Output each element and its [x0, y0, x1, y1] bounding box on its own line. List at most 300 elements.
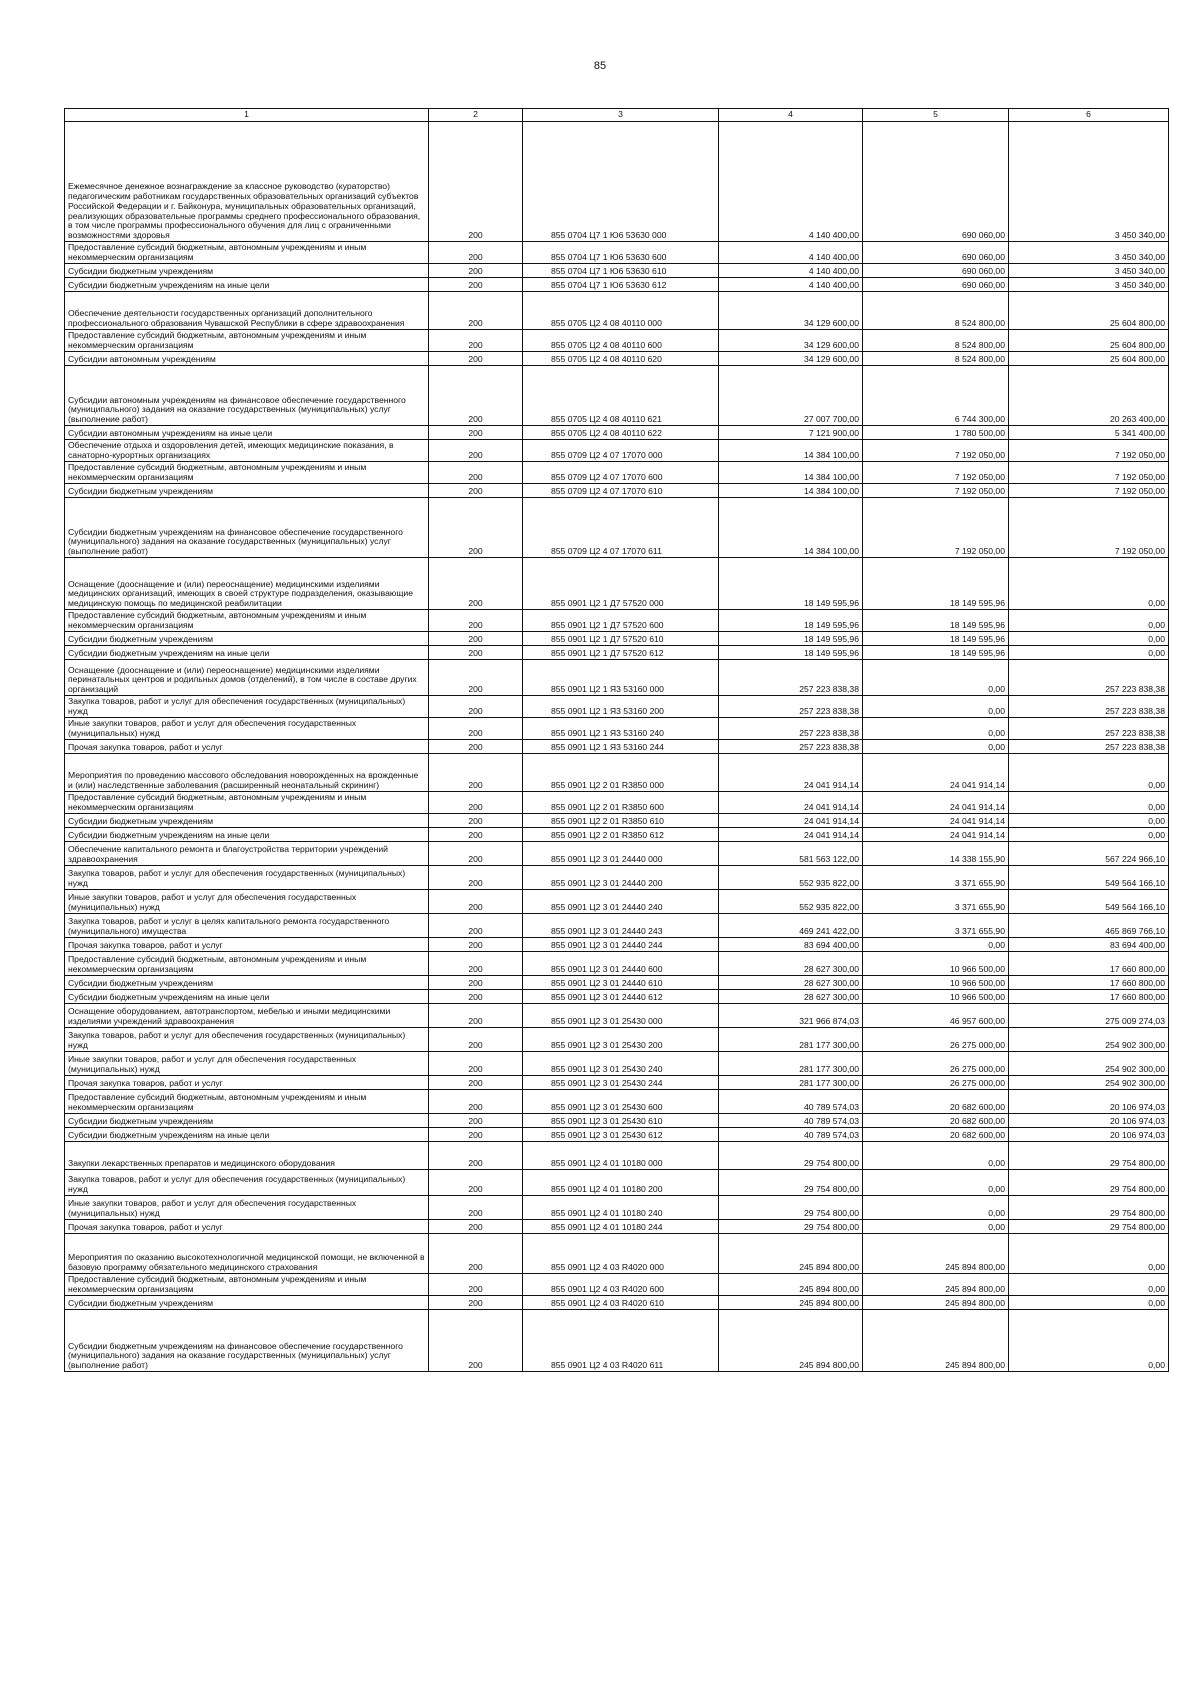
row-name-cell: Субсидии бюджетным учреждениям на финансовое обеспечение государственного (муниципального) задания на оказание государственных (муниципальных) услуг (выполнение работ)	[65, 498, 429, 558]
row-col2-cell: 200	[429, 1028, 523, 1052]
row-code-cell: 855 0901 Ц2 2 01 R3850 600	[523, 792, 719, 814]
table-row	[65, 890, 1169, 914]
table-header	[65, 109, 1169, 122]
row-col4-cell: 40 789 574,03	[719, 1090, 863, 1114]
row-col2-cell: 200	[429, 1090, 523, 1114]
row-col2-cell: 200	[429, 330, 523, 352]
row-col4-cell: 28 627 300,00	[719, 990, 863, 1004]
row-col6-cell: 25 604 800,00	[1009, 352, 1169, 366]
row-col6-cell: 3 450 340,00	[1009, 264, 1169, 278]
row-code-cell: 855 0901 Ц2 1 Д7 57520 612	[523, 646, 719, 660]
table-row	[65, 1234, 1169, 1274]
table-row	[65, 440, 1169, 462]
row-col2-cell: 200	[429, 660, 523, 696]
row-col6-cell: 549 564 166,10	[1009, 890, 1169, 914]
table-row	[65, 792, 1169, 814]
row-col6-cell: 0,00	[1009, 754, 1169, 792]
row-col4-cell: 29 754 800,00	[719, 1170, 863, 1196]
table-row	[65, 828, 1169, 842]
row-col2-cell: 200	[429, 990, 523, 1004]
table-row	[65, 1142, 1169, 1170]
row-name-cell: Субсидии бюджетным учреждениям на иные цели	[65, 1128, 429, 1142]
column-header: 3	[523, 109, 719, 122]
row-code-cell: 855 0704 Ц7 1 Ю6 53630 600	[523, 242, 719, 264]
row-col6-cell: 25 604 800,00	[1009, 330, 1169, 352]
row-name-cell: Субсидии автономным учреждениям на финансовое обеспечение государственного (муниципального) задания на оказание государственных (муниципальных) услуг (выполнение работ)	[65, 366, 429, 426]
row-col4-cell: 29 754 800,00	[719, 1142, 863, 1170]
row-col6-cell: 7 192 050,00	[1009, 462, 1169, 484]
row-col2-cell: 200	[429, 890, 523, 914]
column-header: 2	[429, 109, 523, 122]
row-code-cell: 855 0901 Ц2 3 01 24440 000	[523, 842, 719, 866]
table-row	[65, 1220, 1169, 1234]
row-code-cell: 855 0704 Ц7 1 Ю6 53630 000	[523, 122, 719, 242]
row-col2-cell: 200	[429, 976, 523, 990]
row-col5-cell: 7 192 050,00	[863, 498, 1009, 558]
row-col4-cell: 257 223 838,38	[719, 660, 863, 696]
table-row	[65, 498, 1169, 558]
row-col6-cell: 29 754 800,00	[1009, 1142, 1169, 1170]
row-col4-cell: 18 149 595,96	[719, 558, 863, 610]
row-name-cell: Оснащение (дооснащение и (или) переоснащение) медицинскими изделиями медицинских организаций, имеющих в своей структуре подразделения, оказывающие медицинскую помощь по медицинской реабилитации	[65, 558, 429, 610]
row-name-cell: Обеспечение деятельности государственных организаций дополнительного профессионального образования Чувашской Республики в сфере здравоохранения	[65, 292, 429, 330]
row-col5-cell: 8 524 800,00	[863, 330, 1009, 352]
row-code-cell: 855 0901 Ц2 3 01 25430 600	[523, 1090, 719, 1114]
row-name-cell: Закупка товаров, работ и услуг для обеспечения государственных (муниципальных) нужд	[65, 1170, 429, 1196]
row-code-cell: 855 0901 Ц2 1 Я3 53160 240	[523, 718, 719, 740]
row-code-cell: 855 0901 Ц2 3 01 25430 610	[523, 1114, 719, 1128]
table-body	[65, 122, 1169, 1372]
row-col5-cell: 26 275 000,00	[863, 1076, 1009, 1090]
row-col4-cell: 245 894 800,00	[719, 1310, 863, 1372]
row-name-cell: Субсидии бюджетным учреждениям на иные цели	[65, 990, 429, 1004]
table-row	[65, 1090, 1169, 1114]
row-name-cell: Субсидии бюджетным учреждениям на финансовое обеспечение государственного (муниципального) задания на оказание государственных (муниципальных) услуг (выполнение работ)	[65, 1310, 429, 1372]
row-col2-cell: 200	[429, 842, 523, 866]
row-name-cell: Оснащение (дооснащение и (или) переоснащение) медицинскими изделиями перинатальных центров и родильных домов (отделений), в том числе в составе других организаций	[65, 660, 429, 696]
row-col2-cell: 200	[429, 1274, 523, 1296]
row-code-cell: 855 0901 Ц2 2 01 R3850 612	[523, 828, 719, 842]
row-col4-cell: 83 694 400,00	[719, 938, 863, 952]
table-row	[65, 1114, 1169, 1128]
row-col5-cell: 245 894 800,00	[863, 1274, 1009, 1296]
row-col6-cell: 549 564 166,10	[1009, 866, 1169, 890]
row-col5-cell: 690 060,00	[863, 122, 1009, 242]
row-name-cell: Иные закупки товаров, работ и услуг для обеспечения государственных (муниципальных) нужд	[65, 1052, 429, 1076]
row-col6-cell: 3 450 340,00	[1009, 278, 1169, 292]
table-row	[65, 646, 1169, 660]
row-col5-cell: 24 041 914,14	[863, 792, 1009, 814]
row-name-cell: Субсидии бюджетным учреждениям	[65, 976, 429, 990]
row-name-cell: Обеспечение капитального ремонта и благоустройства территории учреждений здравоохранения	[65, 842, 429, 866]
row-code-cell: 855 0901 Ц2 3 01 24440 200	[523, 866, 719, 890]
row-col4-cell: 24 041 914,14	[719, 792, 863, 814]
row-col2-cell: 200	[429, 278, 523, 292]
row-col2-cell: 200	[429, 122, 523, 242]
row-col2-cell: 200	[429, 1114, 523, 1128]
row-col4-cell: 7 121 900,00	[719, 426, 863, 440]
row-col5-cell: 245 894 800,00	[863, 1296, 1009, 1310]
table-row	[65, 938, 1169, 952]
row-col2-cell: 200	[429, 1052, 523, 1076]
table-row	[65, 278, 1169, 292]
row-name-cell: Предоставление субсидий бюджетным, автономным учреждениям и иным некоммерческим организациям	[65, 462, 429, 484]
row-code-cell: 855 0901 Ц2 3 01 24440 243	[523, 914, 719, 938]
row-code-cell: 855 0901 Ц2 4 01 10180 240	[523, 1196, 719, 1220]
row-col5-cell: 18 149 595,96	[863, 646, 1009, 660]
table-row	[65, 1196, 1169, 1220]
row-col2-cell: 200	[429, 952, 523, 976]
row-col5-cell: 7 192 050,00	[863, 484, 1009, 498]
row-col5-cell: 20 682 600,00	[863, 1128, 1009, 1142]
table-row	[65, 610, 1169, 632]
row-name-cell: Субсидии бюджетным учреждениям на иные цели	[65, 646, 429, 660]
row-name-cell: Мероприятия по проведению массового обследования новорожденных на врожденные и (или) наследственные заболевания (расширенный неонатальный скрининг)	[65, 754, 429, 792]
row-col4-cell: 14 384 100,00	[719, 462, 863, 484]
row-col4-cell: 257 223 838,38	[719, 718, 863, 740]
table-row	[65, 1274, 1169, 1296]
row-col2-cell: 200	[429, 914, 523, 938]
row-col2-cell: 200	[429, 792, 523, 814]
row-col5-cell: 0,00	[863, 1196, 1009, 1220]
row-name-cell: Субсидии бюджетным учреждениям	[65, 1114, 429, 1128]
row-col4-cell: 18 149 595,96	[719, 646, 863, 660]
row-col5-cell: 18 149 595,96	[863, 632, 1009, 646]
row-col4-cell: 28 627 300,00	[719, 976, 863, 990]
row-name-cell: Субсидии бюджетным учреждениям	[65, 484, 429, 498]
table-row	[65, 754, 1169, 792]
row-col2-cell: 200	[429, 740, 523, 754]
table-row	[65, 330, 1169, 352]
row-name-cell: Предоставление субсидий бюджетным, автономным учреждениям и иным некоммерческим организациям	[65, 1274, 429, 1296]
row-col6-cell: 3 450 340,00	[1009, 242, 1169, 264]
row-col6-cell: 83 694 400,00	[1009, 938, 1169, 952]
row-code-cell: 855 0901 Ц2 4 03 R4020 610	[523, 1296, 719, 1310]
row-col6-cell: 3 450 340,00	[1009, 122, 1169, 242]
row-col6-cell: 17 660 800,00	[1009, 976, 1169, 990]
row-col2-cell: 200	[429, 462, 523, 484]
row-code-cell: 855 0901 Ц2 3 01 25430 200	[523, 1028, 719, 1052]
row-col2-cell: 200	[429, 1170, 523, 1196]
row-code-cell: 855 0901 Ц2 4 01 10180 200	[523, 1170, 719, 1196]
row-name-cell: Обеспечение отдыха и оздоровления детей, имеющих медицинские показания, в санаторно-курортных организациях	[65, 440, 429, 462]
row-code-cell: 855 0901 Ц2 1 Я3 53160 000	[523, 660, 719, 696]
row-col6-cell: 7 192 050,00	[1009, 484, 1169, 498]
row-col5-cell: 8 524 800,00	[863, 352, 1009, 366]
row-col4-cell: 40 789 574,03	[719, 1128, 863, 1142]
row-col4-cell: 321 966 874,03	[719, 1004, 863, 1028]
row-name-cell: Субсидии бюджетным учреждениям	[65, 264, 429, 278]
row-col5-cell: 3 371 655,90	[863, 914, 1009, 938]
table-row	[65, 990, 1169, 1004]
row-name-cell: Субсидии бюджетным учреждениям	[65, 632, 429, 646]
row-col5-cell: 18 149 595,96	[863, 558, 1009, 610]
row-col4-cell: 552 935 822,00	[719, 866, 863, 890]
row-col2-cell: 200	[429, 828, 523, 842]
row-col5-cell: 245 894 800,00	[863, 1310, 1009, 1372]
row-code-cell: 855 0901 Ц2 3 01 25430 244	[523, 1076, 719, 1090]
row-col5-cell: 3 371 655,90	[863, 890, 1009, 914]
table-row	[65, 558, 1169, 610]
row-col4-cell: 14 384 100,00	[719, 440, 863, 462]
row-col2-cell: 200	[429, 646, 523, 660]
row-name-cell: Субсидии автономным учреждениям	[65, 352, 429, 366]
row-code-cell: 855 0901 Ц2 4 03 R4020 000	[523, 1234, 719, 1274]
row-col6-cell: 257 223 838,38	[1009, 696, 1169, 718]
row-col2-cell: 200	[429, 366, 523, 426]
row-col5-cell: 7 192 050,00	[863, 440, 1009, 462]
row-code-cell: 855 0901 Ц2 2 01 R3850 610	[523, 814, 719, 828]
table-row	[65, 1128, 1169, 1142]
table-row	[65, 660, 1169, 696]
row-code-cell: 855 0901 Ц2 3 01 24440 610	[523, 976, 719, 990]
row-name-cell: Предоставление субсидий бюджетным, автономным учреждениям и иным некоммерческим организациям	[65, 610, 429, 632]
row-col6-cell: 29 754 800,00	[1009, 1170, 1169, 1196]
row-col6-cell: 0,00	[1009, 1296, 1169, 1310]
row-col2-cell: 200	[429, 1128, 523, 1142]
row-col5-cell: 10 966 500,00	[863, 952, 1009, 976]
page-number: 85	[593, 60, 607, 72]
row-col4-cell: 281 177 300,00	[719, 1076, 863, 1090]
row-col5-cell: 8 524 800,00	[863, 292, 1009, 330]
row-code-cell: 855 0901 Ц2 4 01 10180 244	[523, 1220, 719, 1234]
row-code-cell: 855 0901 Ц2 1 Д7 57520 610	[523, 632, 719, 646]
row-name-cell: Иные закупки товаров, работ и услуг для обеспечения государственных (муниципальных) нужд	[65, 1196, 429, 1220]
row-col6-cell: 254 902 300,00	[1009, 1052, 1169, 1076]
row-col2-cell: 200	[429, 558, 523, 610]
column-header: 4	[719, 109, 863, 122]
row-col2-cell: 200	[429, 426, 523, 440]
row-col5-cell: 14 338 155,90	[863, 842, 1009, 866]
table-row	[65, 1170, 1169, 1196]
row-col2-cell: 200	[429, 440, 523, 462]
row-col6-cell: 0,00	[1009, 646, 1169, 660]
table-row	[65, 842, 1169, 866]
row-name-cell: Закупки лекарственных препаратов и медицинского оборудования	[65, 1142, 429, 1170]
row-col4-cell: 245 894 800,00	[719, 1234, 863, 1274]
row-col6-cell: 17 660 800,00	[1009, 990, 1169, 1004]
table-row	[65, 632, 1169, 646]
row-name-cell: Иные закупки товаров, работ и услуг для обеспечения государственных (муниципальных) нужд	[65, 718, 429, 740]
row-col6-cell: 0,00	[1009, 792, 1169, 814]
table-row	[65, 866, 1169, 890]
row-col4-cell: 257 223 838,38	[719, 696, 863, 718]
row-col4-cell: 245 894 800,00	[719, 1274, 863, 1296]
column-header: 6	[1009, 109, 1169, 122]
row-name-cell: Субсидии автономным учреждениям на иные цели	[65, 426, 429, 440]
row-col6-cell: 254 902 300,00	[1009, 1076, 1169, 1090]
row-col5-cell: 18 149 595,96	[863, 610, 1009, 632]
row-name-cell: Предоставление субсидий бюджетным, автономным учреждениям и иным некоммерческим организациям	[65, 792, 429, 814]
row-name-cell: Предоставление субсидий бюджетным, автономным учреждениям и иным некоммерческим организациям	[65, 952, 429, 976]
row-col6-cell: 0,00	[1009, 1274, 1169, 1296]
table-row	[65, 740, 1169, 754]
row-col4-cell: 34 129 600,00	[719, 352, 863, 366]
table-row	[65, 976, 1169, 990]
row-col6-cell: 0,00	[1009, 558, 1169, 610]
row-code-cell: 855 0901 Ц2 1 Д7 57520 600	[523, 610, 719, 632]
row-col6-cell: 20 106 974,03	[1009, 1090, 1169, 1114]
row-col2-cell: 200	[429, 292, 523, 330]
row-code-cell: 855 0901 Ц2 3 01 24440 600	[523, 952, 719, 976]
row-col4-cell: 27 007 700,00	[719, 366, 863, 426]
row-col5-cell: 0,00	[863, 1170, 1009, 1196]
row-col5-cell: 690 060,00	[863, 278, 1009, 292]
row-col2-cell: 200	[429, 696, 523, 718]
row-col5-cell: 3 371 655,90	[863, 866, 1009, 890]
row-col6-cell: 0,00	[1009, 1234, 1169, 1274]
row-col5-cell: 20 682 600,00	[863, 1090, 1009, 1114]
row-col2-cell: 200	[429, 1220, 523, 1234]
row-col6-cell: 25 604 800,00	[1009, 292, 1169, 330]
row-col5-cell: 10 966 500,00	[863, 976, 1009, 990]
row-col5-cell: 20 682 600,00	[863, 1114, 1009, 1128]
row-name-cell: Ежемесячное денежное вознаграждение за классное руководство (кураторство) педагогическим работникам государственных образовательных организаций субъектов Российской Федерации и г. Байконура, муниципальных образовательных организаций, реализующих образовательные программы среднего профессионального образования, в том числе программы профессионального обучения для лиц с ограниченными возможностями здоровья	[65, 122, 429, 242]
column-header: 1	[65, 109, 429, 122]
row-code-cell: 855 0901 Ц2 2 01 R3850 000	[523, 754, 719, 792]
row-col2-cell: 200	[429, 1296, 523, 1310]
row-name-cell: Субсидии бюджетным учреждениям на иные цели	[65, 828, 429, 842]
table-row	[65, 914, 1169, 938]
row-col4-cell: 581 563 122,00	[719, 842, 863, 866]
row-code-cell: 855 0901 Ц2 4 01 10180 000	[523, 1142, 719, 1170]
row-col6-cell: 275 009 274,03	[1009, 1004, 1169, 1028]
row-col4-cell: 552 935 822,00	[719, 890, 863, 914]
table-row	[65, 264, 1169, 278]
row-col6-cell: 7 192 050,00	[1009, 440, 1169, 462]
row-col6-cell: 0,00	[1009, 828, 1169, 842]
row-col4-cell: 34 129 600,00	[719, 292, 863, 330]
row-col2-cell: 200	[429, 1076, 523, 1090]
row-col5-cell: 6 744 300,00	[863, 366, 1009, 426]
row-code-cell: 855 0709 Ц2 4 07 17070 611	[523, 498, 719, 558]
row-col6-cell: 254 902 300,00	[1009, 1028, 1169, 1052]
row-col2-cell: 200	[429, 1004, 523, 1028]
row-code-cell: 855 0709 Ц2 4 07 17070 600	[523, 462, 719, 484]
row-code-cell: 855 0705 Ц2 4 08 40110 621	[523, 366, 719, 426]
row-col2-cell: 200	[429, 242, 523, 264]
row-name-cell: Закупка товаров, работ и услуг для обеспечения государственных (муниципальных) нужд	[65, 1028, 429, 1052]
table-row	[65, 1004, 1169, 1028]
row-col4-cell: 18 149 595,96	[719, 610, 863, 632]
row-col2-cell: 200	[429, 498, 523, 558]
row-col6-cell: 257 223 838,38	[1009, 740, 1169, 754]
row-col4-cell: 28 627 300,00	[719, 952, 863, 976]
row-col2-cell: 200	[429, 1196, 523, 1220]
row-name-cell: Предоставление субсидий бюджетным, автономным учреждениям и иным некоммерческим организациям	[65, 330, 429, 352]
row-col2-cell: 200	[429, 1234, 523, 1274]
row-code-cell: 855 0901 Ц2 3 01 25430 612	[523, 1128, 719, 1142]
table-row	[65, 1028, 1169, 1052]
row-col2-cell: 200	[429, 264, 523, 278]
row-name-cell: Предоставление субсидий бюджетным, автономным учреждениям и иным некоммерческим организациям	[65, 1090, 429, 1114]
row-col2-cell: 200	[429, 484, 523, 498]
row-col6-cell: 7 192 050,00	[1009, 498, 1169, 558]
row-code-cell: 855 0901 Ц2 3 01 24440 240	[523, 890, 719, 914]
table-row	[65, 292, 1169, 330]
table-row	[65, 952, 1169, 976]
row-col4-cell: 24 041 914,14	[719, 814, 863, 828]
row-code-cell: 855 0709 Ц2 4 07 17070 610	[523, 484, 719, 498]
table-row	[65, 718, 1169, 740]
row-col2-cell: 200	[429, 718, 523, 740]
table-row	[65, 1052, 1169, 1076]
table-row	[65, 462, 1169, 484]
row-col6-cell: 29 754 800,00	[1009, 1220, 1169, 1234]
row-col5-cell: 0,00	[863, 938, 1009, 952]
table-row	[65, 1076, 1169, 1090]
row-col5-cell: 7 192 050,00	[863, 462, 1009, 484]
row-col4-cell: 257 223 838,38	[719, 740, 863, 754]
row-col4-cell: 4 140 400,00	[719, 242, 863, 264]
row-col5-cell: 0,00	[863, 740, 1009, 754]
row-col4-cell: 14 384 100,00	[719, 498, 863, 558]
row-col2-cell: 200	[429, 1142, 523, 1170]
row-col6-cell: 0,00	[1009, 610, 1169, 632]
row-col4-cell: 4 140 400,00	[719, 264, 863, 278]
row-col6-cell: 17 660 800,00	[1009, 952, 1169, 976]
row-col6-cell: 5 341 400,00	[1009, 426, 1169, 440]
row-col6-cell: 0,00	[1009, 814, 1169, 828]
row-col4-cell: 18 149 595,96	[719, 632, 863, 646]
row-col2-cell: 200	[429, 866, 523, 890]
table-row	[65, 1310, 1169, 1372]
row-name-cell: Иные закупки товаров, работ и услуг для обеспечения государственных (муниципальных) нужд	[65, 890, 429, 914]
row-col4-cell: 29 754 800,00	[719, 1220, 863, 1234]
row-col5-cell: 0,00	[863, 1220, 1009, 1234]
row-col4-cell: 281 177 300,00	[719, 1028, 863, 1052]
row-col5-cell: 1 780 500,00	[863, 426, 1009, 440]
row-col4-cell: 40 789 574,03	[719, 1114, 863, 1128]
row-name-cell: Прочая закупка товаров, работ и услуг	[65, 740, 429, 754]
row-col5-cell: 10 966 500,00	[863, 990, 1009, 1004]
row-code-cell: 855 0901 Ц2 4 03 R4020 611	[523, 1310, 719, 1372]
row-col2-cell: 200	[429, 632, 523, 646]
row-col5-cell: 24 041 914,14	[863, 814, 1009, 828]
row-code-cell: 855 0901 Ц2 1 Я3 53160 200	[523, 696, 719, 718]
row-code-cell: 855 0901 Ц2 1 Д7 57520 000	[523, 558, 719, 610]
row-col6-cell: 257 223 838,38	[1009, 660, 1169, 696]
row-col6-cell: 20 106 974,03	[1009, 1114, 1169, 1128]
budget-table-container	[64, 108, 1168, 1372]
row-col6-cell: 20 263 400,00	[1009, 366, 1169, 426]
row-col5-cell: 0,00	[863, 660, 1009, 696]
row-code-cell: 855 0901 Ц2 3 01 25430 000	[523, 1004, 719, 1028]
row-col4-cell: 245 894 800,00	[719, 1296, 863, 1310]
row-col2-cell: 200	[429, 814, 523, 828]
row-name-cell: Субсидии бюджетным учреждениям	[65, 814, 429, 828]
row-col5-cell: 0,00	[863, 1142, 1009, 1170]
row-col2-cell: 200	[429, 610, 523, 632]
row-col6-cell: 20 106 974,03	[1009, 1128, 1169, 1142]
row-name-cell: Закупка товаров, работ и услуг для обеспечения государственных (муниципальных) нужд	[65, 866, 429, 890]
row-col4-cell: 29 754 800,00	[719, 1196, 863, 1220]
row-code-cell: 855 0901 Ц2 3 01 24440 612	[523, 990, 719, 1004]
row-col2-cell: 200	[429, 938, 523, 952]
row-name-cell: Предоставление субсидий бюджетным, автономным учреждениям и иным некоммерческим организациям	[65, 242, 429, 264]
row-name-cell: Прочая закупка товаров, работ и услуг	[65, 938, 429, 952]
row-code-cell: 855 0705 Ц2 4 08 40110 620	[523, 352, 719, 366]
row-name-cell: Прочая закупка товаров, работ и услуг	[65, 1076, 429, 1090]
row-col4-cell: 281 177 300,00	[719, 1052, 863, 1076]
table-row	[65, 242, 1169, 264]
table-row	[65, 122, 1169, 242]
row-code-cell: 855 0705 Ц2 4 08 40110 600	[523, 330, 719, 352]
row-name-cell: Прочая закупка товаров, работ и услуг	[65, 1220, 429, 1234]
row-col6-cell: 257 223 838,38	[1009, 718, 1169, 740]
table-row	[65, 1296, 1169, 1310]
row-code-cell: 855 0705 Ц2 4 08 40110 000	[523, 292, 719, 330]
